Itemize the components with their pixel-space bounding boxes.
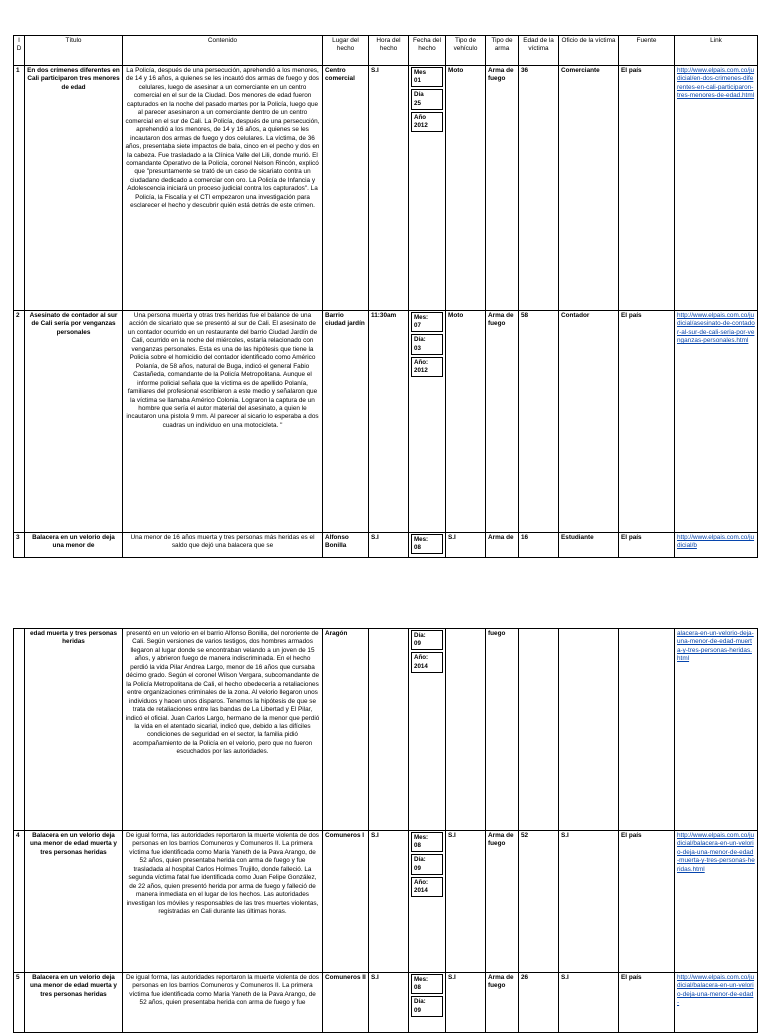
cell-hora: S.I xyxy=(369,66,409,311)
cell-fuente: El país xyxy=(619,66,675,311)
table-row xyxy=(14,831,758,973)
cell-link xyxy=(675,831,758,973)
cell-lugar: Comuneros II xyxy=(323,973,369,1033)
date-value: 07 xyxy=(414,322,421,330)
table-row xyxy=(14,311,758,533)
date-label: Año: xyxy=(414,358,429,366)
source-link[interactable]: alacera-en-un-velorio-deja-una-menor-de-edad-muerta-y-tres-personas-heridas.html xyxy=(677,630,754,663)
cell-fuente: El país xyxy=(619,533,675,558)
date-value: 09 xyxy=(414,864,421,872)
page2-table xyxy=(13,628,758,1033)
date-box xyxy=(411,67,443,87)
cell-fuente: El país xyxy=(619,311,675,533)
cell-titulo: En dos crímenes diferentes en Cali participaron tres menores de edad xyxy=(25,66,123,311)
cell-contenido: Una menor de 16 años muerta y tres personas más heridas es el saldo que dejó una balacera que se xyxy=(123,533,323,558)
date-box xyxy=(411,630,443,650)
cell-edad: 58 xyxy=(519,311,559,533)
header-cell: Link xyxy=(675,36,758,66)
cell-hora: S.I xyxy=(369,973,409,1033)
cell-lugar: Centro comercial xyxy=(323,66,369,311)
cell-titulo: Balacera en un velorio deja una menor de xyxy=(25,533,123,558)
cell-fuente xyxy=(619,629,675,831)
cell-id xyxy=(14,629,25,831)
date-label: Mes: xyxy=(414,314,429,321)
date-box xyxy=(411,357,443,377)
header-cell: Oficio de la víctima xyxy=(559,36,619,66)
cell-vehiculo: Moto xyxy=(446,311,486,533)
date-value: 2014 xyxy=(414,662,428,670)
cell-oficio: S.I xyxy=(559,831,619,973)
date-value: 01 xyxy=(414,77,421,85)
date-value: 25 xyxy=(414,99,421,107)
cell-edad xyxy=(519,629,559,831)
table-row xyxy=(14,66,758,311)
date-value: 08 xyxy=(414,842,421,850)
cell-fecha xyxy=(409,533,446,558)
date-label: Día: xyxy=(414,856,426,864)
date-box xyxy=(411,832,443,852)
header-cell: Fuente xyxy=(619,36,675,66)
cell-titulo: Balacera en un velorio deja una menor de edad muerta y tres personas heridas xyxy=(25,973,123,1033)
cell-lugar: Alfonso Bonilla xyxy=(323,533,369,558)
cell-fuente: El país xyxy=(619,973,675,1033)
cell-titulo: Asesinato de contador al sur de Cali sería por venganzas personales xyxy=(25,311,123,533)
header-cell: I D xyxy=(14,36,25,66)
date-label: Día: xyxy=(414,632,426,639)
date-box xyxy=(411,534,443,554)
date-value: 2014 xyxy=(414,886,428,894)
header-cell: Hora del hecho xyxy=(369,36,409,66)
date-box xyxy=(411,854,443,874)
cell-link xyxy=(675,629,758,831)
date-box xyxy=(411,112,443,132)
cell-oficio: Estudiante xyxy=(559,533,619,558)
table-row xyxy=(14,629,758,831)
header-cell: Edad de la víctima xyxy=(519,36,559,66)
cell-vehiculo: S.I xyxy=(446,973,486,1033)
cell-contenido: De igual forma, las autoridades reportaron la muerte violenta de dos personas en los barrios Comuneros y Comuneros II. La primera víctima fue identificada como María Yaneth de la Pava Arango, de 52 años, quien presentaba herida con arma de fuego y fue xyxy=(123,973,323,1033)
cell-edad: 16 xyxy=(519,533,559,558)
cell-edad: 52 xyxy=(519,831,559,973)
date-value: 09 xyxy=(414,1006,421,1014)
cell-contenido: presentó en un velorio en el barrio Alfonso Bonilla, del nororiente de Cali. Según versiones de varios testigos, dos hombres armados llegaron al lugar donde se encontraban velando a un joven de 15 años, y abrieron fuego de manera indiscriminada. En el hecho perdió la vida Pilar Andrea Largo, menor de 16 años que cursaba décimo grado. Según el coronel Wilson Vergara, subcomandante de la Policía Metropolitana de Cali, el hecho obedecería a retaliaciones entre organizaciones criminales de la zona. Al velorio llegaron unos individuos y hacen unos disparos. Tenemos la hipótesis de que se trata de retaliaciones entre las bandas de La Libertad y El Pilar, indicó el oficial. Juan Carlos Largo, hermano de la menor que perdió la vida en el atentado sicarial, indicó que, debido a las difíciles condiciones de seguridad en el sector, la familia pidió acompañamiento de la Policía en el velorio, pero que no fueron escuchados por las autoridades. xyxy=(123,629,323,831)
cell-hora: S.I xyxy=(369,831,409,973)
cell-hora xyxy=(369,629,409,831)
cell-arma: Arma de fuego xyxy=(486,66,519,311)
table-row xyxy=(14,533,758,558)
cell-titulo: edad muerta y tres personas heridas xyxy=(25,629,123,831)
cell-hora: S.I xyxy=(369,533,409,558)
source-link[interactable]: http://www.elpais.com.co/judicial/asesinato-de-contador-al-sur-de-cali-seria-por-venganzas-personales.html xyxy=(677,312,755,345)
header-cell: Título xyxy=(25,36,123,66)
cell-link xyxy=(675,311,758,533)
cell-contenido: De igual forma, las autoridades reportaron la muerte violenta de dos personas en los barrios Comuneros y Comuneros II. La primera víctima fue identificada como María Yaneth de la Pava Arango, de 52 años, quien presentaba herida con arma de fuego y fue trasladada al hospital Carlos Holmes Trujillo, donde falleció. La segunda víctima fatal fue identificada como Juan Felipe González, de 22 años, quien presentó herida por arma de fuego y falleció de manera inmediata en el lugar de los hechos. Las autoridades investigan los móviles y responsables de las tres muertes violentas, registradas en Cali durante las últimas horas. xyxy=(123,831,323,973)
header-cell: Lugar del hecho xyxy=(323,36,369,66)
header-cell: Fecha del hecho xyxy=(409,36,446,66)
cell-fuente: El país xyxy=(619,831,675,973)
cell-lugar: Comuneros I xyxy=(323,831,369,973)
date-value: 2012 xyxy=(414,121,428,129)
cell-arma: fuego xyxy=(486,629,519,831)
date-label: Año xyxy=(414,113,427,121)
source-link[interactable]: http://www.elpais.com.co/judicial/balacera-en-un-velorio-deja-una-menor-de-edad-muerta-y-tres-personas-heridas.html xyxy=(677,832,755,873)
cell-link xyxy=(675,66,758,311)
date-value: 09 xyxy=(414,640,421,648)
cell-titulo: Balacera en un velorio deja una menor de edad muerta y tres personas heridas xyxy=(25,831,123,973)
date-box xyxy=(411,89,443,109)
cell-vehiculo: S.I xyxy=(446,533,486,558)
cell-edad: 26 xyxy=(519,973,559,1033)
date-label: Mes: xyxy=(414,834,429,841)
date-label: Mes xyxy=(414,69,427,76)
cell-link xyxy=(675,533,758,558)
cell-lugar: Aragón xyxy=(323,629,369,831)
cell-fecha xyxy=(409,311,446,533)
date-box xyxy=(411,334,443,354)
date-box xyxy=(411,312,443,332)
cell-fecha xyxy=(409,831,446,973)
cell-vehiculo: S.I xyxy=(446,831,486,973)
cell-arma: Arma de fuego xyxy=(486,831,519,973)
cell-arma: Arma de fuego xyxy=(486,973,519,1033)
cell-vehiculo: Moto xyxy=(446,66,486,311)
source-link[interactable]: http://www.elpais.com.co/judicial/b xyxy=(677,534,755,550)
cell-id: 3 xyxy=(14,533,25,558)
cell-contenido: La Policía, después de una persecución, aprehendió a los menores, de 14 y 16 años, a quienes se les incautó dos armas de fuego y dos celulares, luego de asesinar a un comerciante en un centro comercial en el sur de la Ciudad. Dos menores de edad fueron capturados en la noche del pasado martes por la Policía, luego que al parecer asesinaron a un comerciante dentro de un centro comercial en el sur de Cali. La Policía, después de una persecución, aprehendió a los menores, de 14 y 16 años, a quienes se les incautaron dos armas de fuego y dos celulares. La víctima, de 36 años, presentaba siete impactos de bala, cinco en el pecho y dos en la cabeza. Fue trasladado a la Clínica Valle del Lili, donde murió. El comandante Operativo de la Policía, coronel Nelson Rincón, explicó que "presuntamente se trató de un caso de sicariato contra un ciudadano dedicado a comerciar con oro. La Policía de Infancia y Adolescencia iniciará un proceso judicial contra los capturados". La Policía, la Fiscalía y el CTI empezaron una investigación para esclarecer el hecho y descubrir quién está detrás de este crimen. xyxy=(123,66,323,311)
cell-fecha xyxy=(409,66,446,311)
source-link[interactable]: http://www.elpais.com.co/judicial/en-dos-crimenes-diferentes-en-cali-participaron-tres-menores-de-edad.html xyxy=(677,67,755,100)
cell-id: 5 xyxy=(14,973,25,1033)
date-label: Mes: xyxy=(414,536,429,543)
date-box xyxy=(411,652,443,672)
date-box xyxy=(411,877,443,897)
cell-id: 2 xyxy=(14,311,25,533)
header-cell: Contenido xyxy=(123,36,323,66)
cell-vehiculo xyxy=(446,629,486,831)
cell-arma: Arma de fuego xyxy=(486,311,519,533)
cell-id: 1 xyxy=(14,66,25,311)
date-box xyxy=(411,996,443,1016)
date-value: 08 xyxy=(414,544,421,552)
cell-contenido: Una persona muerta y otras tres heridas fue el balance de una acción de sicariato que se presentó al sur de Cali. El asesinato de un contador ocurrido en un restaurante del barrio Ciudad Jardín de Cali, ocurrido en la noche del miércoles, estaría relacionado con venganzas personales. Esta es una de las hipótesis que tiene la Policía sobre el homicidio del contador identificado como Américo Polanía, de 58 años, natural de Buga, indicó el general Fabio Castañeda, comandante de la Policía Metropolitana. Aunque el informe policial señala que la víctima es de apellido Polanía, familiares del profesional escribieron a este medio y señalaron que la víctima se llamaba Américo Colonia. Lograron la captura de un hombre que sería el autor material del asesinato, a quien le incautaron una pistola 9 mm. Al parecer al sicario lo esperaba a dos cuadras un individuo en una motocicleta. " xyxy=(123,311,323,533)
cell-id: 4 xyxy=(14,831,25,973)
cell-lugar: Barrio ciudad jardín xyxy=(323,311,369,533)
table-header-row xyxy=(14,36,758,66)
source-link[interactable]: http://www.elpais.com.co/judicial/balacera-en-un-velorio-deja-una-menor-de-edad- xyxy=(677,974,755,1007)
date-label: Año: xyxy=(414,654,429,662)
date-value: 08 xyxy=(414,984,421,992)
date-label: Mes: xyxy=(414,976,429,983)
cell-oficio xyxy=(559,629,619,831)
date-box xyxy=(411,974,443,994)
date-label: Día xyxy=(414,91,424,99)
cell-edad: 36 xyxy=(519,66,559,311)
cell-arma: Arma de xyxy=(486,533,519,558)
cell-oficio: Comerciante xyxy=(559,66,619,311)
header-cell: Tipo de vehículo xyxy=(446,36,486,66)
cell-oficio: Contador xyxy=(559,311,619,533)
cell-hora: 11:30am xyxy=(369,311,409,533)
date-label: Día: xyxy=(414,336,426,344)
date-value: 03 xyxy=(414,344,421,352)
date-label: Día: xyxy=(414,998,426,1006)
page1-table xyxy=(13,35,758,558)
cell-oficio: S.I xyxy=(559,973,619,1033)
date-label: Año: xyxy=(414,878,429,886)
cell-fecha xyxy=(409,629,446,831)
header-cell: Tipo de arma xyxy=(486,36,519,66)
date-value: 2012 xyxy=(414,366,428,374)
